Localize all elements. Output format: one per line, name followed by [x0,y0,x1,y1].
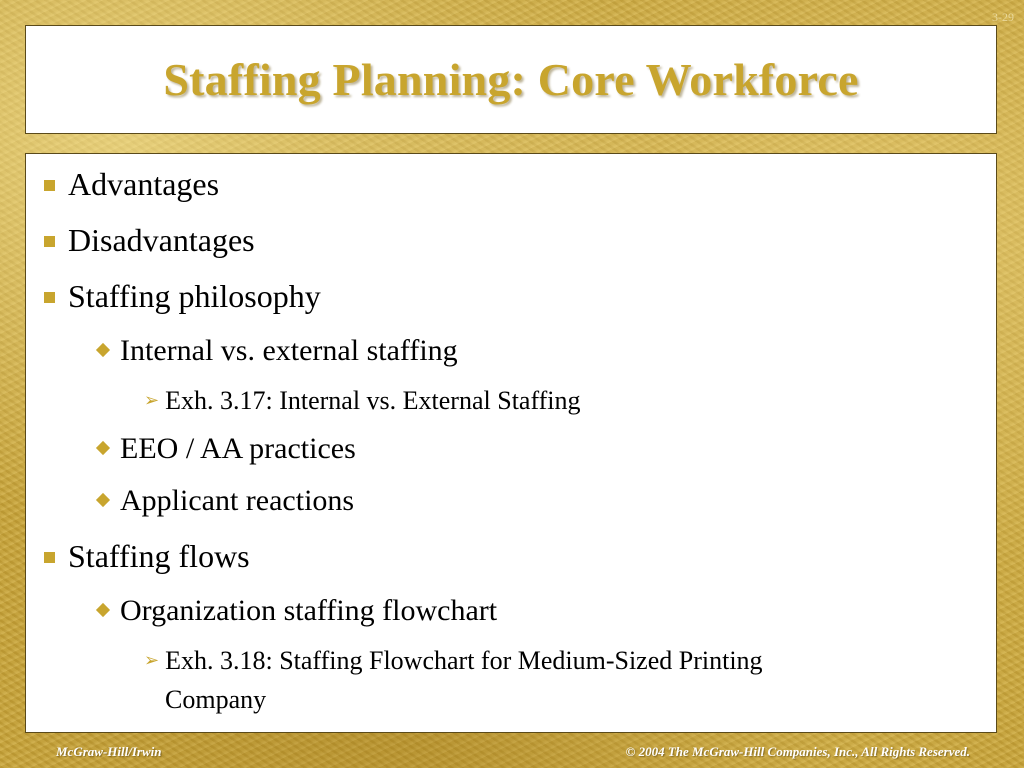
bullet-staffing-flows [44,538,250,575]
diamond-bullet-icon [96,603,110,617]
diamond-bullet-icon [96,441,110,455]
square-bullet-icon [44,292,55,303]
bullet-text: Staffing flows [68,538,250,574]
square-bullet-icon [44,552,55,563]
slide-title: Staffing Planning: Core Workforce [163,54,859,105]
subsubbullet-exh-318-continued [165,685,266,715]
bullet-text: Staffing philosophy [68,278,321,314]
bullet-disadvantages [44,222,255,259]
subbullet-org-flowchart [96,594,497,628]
subsubbullet-exh-317 [144,386,581,416]
square-bullet-icon [44,180,55,191]
bullet-text: Applicant reactions [120,484,355,517]
subbullet-eeo-aa [96,432,356,466]
slide-number: 3-29 [992,10,1014,24]
title-box [25,25,997,134]
diamond-bullet-icon [96,343,110,357]
arrow-bullet-icon: ➢ [144,390,160,411]
bullet-staffing-philosophy [44,278,321,315]
arrow-bullet-icon: ➢ [144,650,160,671]
footer-publisher: McGraw-Hill/Irwin [56,744,162,759]
subsubbullet-exh-318 [144,646,763,676]
diamond-bullet-icon [96,493,110,507]
bullet-advantages [44,166,219,203]
square-bullet-icon [44,236,55,247]
subbullet-internal-external [96,334,458,368]
bullet-text: Disadvantages [68,222,255,258]
bullet-text: Internal vs. external staffing [120,334,458,367]
bullet-text: Exh. 3.18: Staffing Flowchart for Medium-Sized Printing [165,646,763,675]
bullet-text: Company [165,685,267,714]
bullet-text: EEO / AA practices [120,432,356,465]
bullet-text: Organization staffing flowchart [120,594,498,627]
bullet-text: Exh. 3.17: Internal vs. External Staffing [165,386,581,415]
bullet-text: Advantages [68,166,220,202]
subbullet-applicant-reactions [96,484,354,518]
content-box [25,153,997,733]
footer-copyright: © 2004 The McGraw-Hill Companies, Inc., All Rights Reserved. [625,744,970,759]
